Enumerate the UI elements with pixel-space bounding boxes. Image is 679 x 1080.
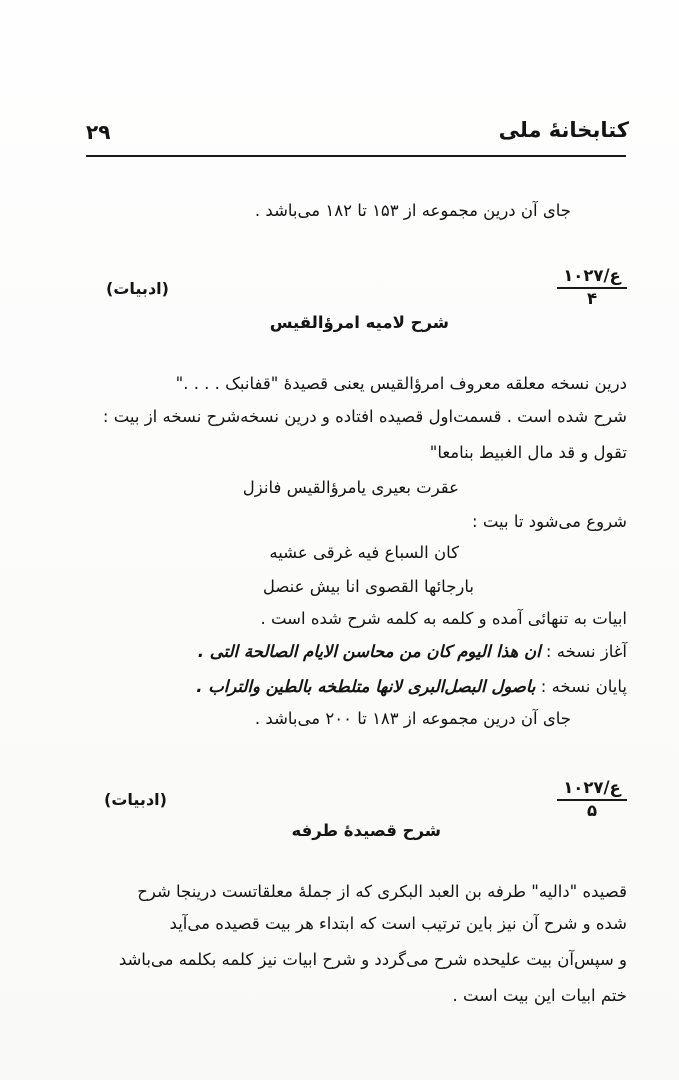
entry2-category: (ادبیات) [104, 790, 167, 809]
entry1-start-line [198, 642, 627, 661]
entry1-end-text: باصول البصل‌البری لانها متلطخه بالطین والتراب . [196, 677, 536, 696]
entry1-code-top: ع/۱۰۲۷ [557, 266, 627, 289]
entry2-code-bottom: ۵ [586, 801, 598, 820]
entry1-end-line [196, 677, 627, 696]
header-rule [86, 155, 626, 157]
entry2-title: شرح قصیدهٔ طرفه [291, 821, 441, 840]
entry1-verse1-first-hemistich: تقول و قد مال الغبیط بنامعا" [429, 443, 627, 462]
entry1-para-line1: درین نسخه معلقه معروف امرؤالقیس یعنی قصیدهٔ "قفانبک . . . ." [175, 374, 627, 393]
running-header-title: کتابخانهٔ ملی [498, 118, 629, 142]
entry1-location-line: جای آن درین مجموعه از ۱۸۳ تا ۲۰۰ می‌باشد . [254, 709, 571, 728]
entry2-code-top: ع/۱۰۲۷ [557, 778, 627, 801]
entry1-start-label: آغاز نسخه : [545, 642, 627, 661]
entry2-line1: قصیده "دالیه" طرفه بن العبد البکری که از جملهٔ معلقاتست درینجا شرح [137, 882, 627, 901]
entry1-start-text: ان هذا الیوم کان من محاسن الایام الصالحة التی . [197, 642, 541, 661]
entry2-catalog-code [557, 778, 627, 821]
entry1-end-label: پایان نسخه : [540, 677, 627, 696]
entry1-verse2-first-hemistich: کان السباع فیه غرقی عشیه [269, 543, 459, 562]
entry1-verse1-second-hemistich: عقرت بعیری یامرؤالقیس فانزل [242, 478, 459, 497]
entry1-begin-line: شروع می‌شود تا بیت : [472, 512, 627, 531]
entry2-line4: ختم ابیات این بیت است . [452, 986, 627, 1005]
page-number: ۲۹ [86, 120, 111, 144]
entry1-category: (ادبیات) [106, 279, 169, 298]
entry1-code-bottom: ۴ [586, 289, 598, 308]
entry1-title: شرح لامیه امرؤالقیس [269, 313, 449, 332]
entry1-words-line: ابیات به تنهائی آمده و کلمه به کلمه شرح شده است . [260, 609, 627, 628]
entry2-line3: و سپس‌آن بیت علیحده شرح می‌گردد و شرح ابیات نیز کلمه بکلمه می‌باشد [118, 950, 627, 969]
entry1-catalog-code [557, 266, 627, 309]
entry2-line2: شده و شرح آن نیز باین ترتیب است که ابتداء هر بیت قصیده می‌آید [169, 914, 627, 933]
entry1-verse2-second-hemistich: بارجائها القصوی انا بیش عنصل [262, 577, 474, 596]
entry1-para-line2: شرح شده است . قسمت‌اول قصیده افتاده و درین نسخه‌شرح نسخه از بیت : [102, 407, 627, 426]
intro-location-line: جای آن درین مجموعه از ۱۵۳ تا ۱۸۲ می‌باشد . [254, 201, 571, 220]
